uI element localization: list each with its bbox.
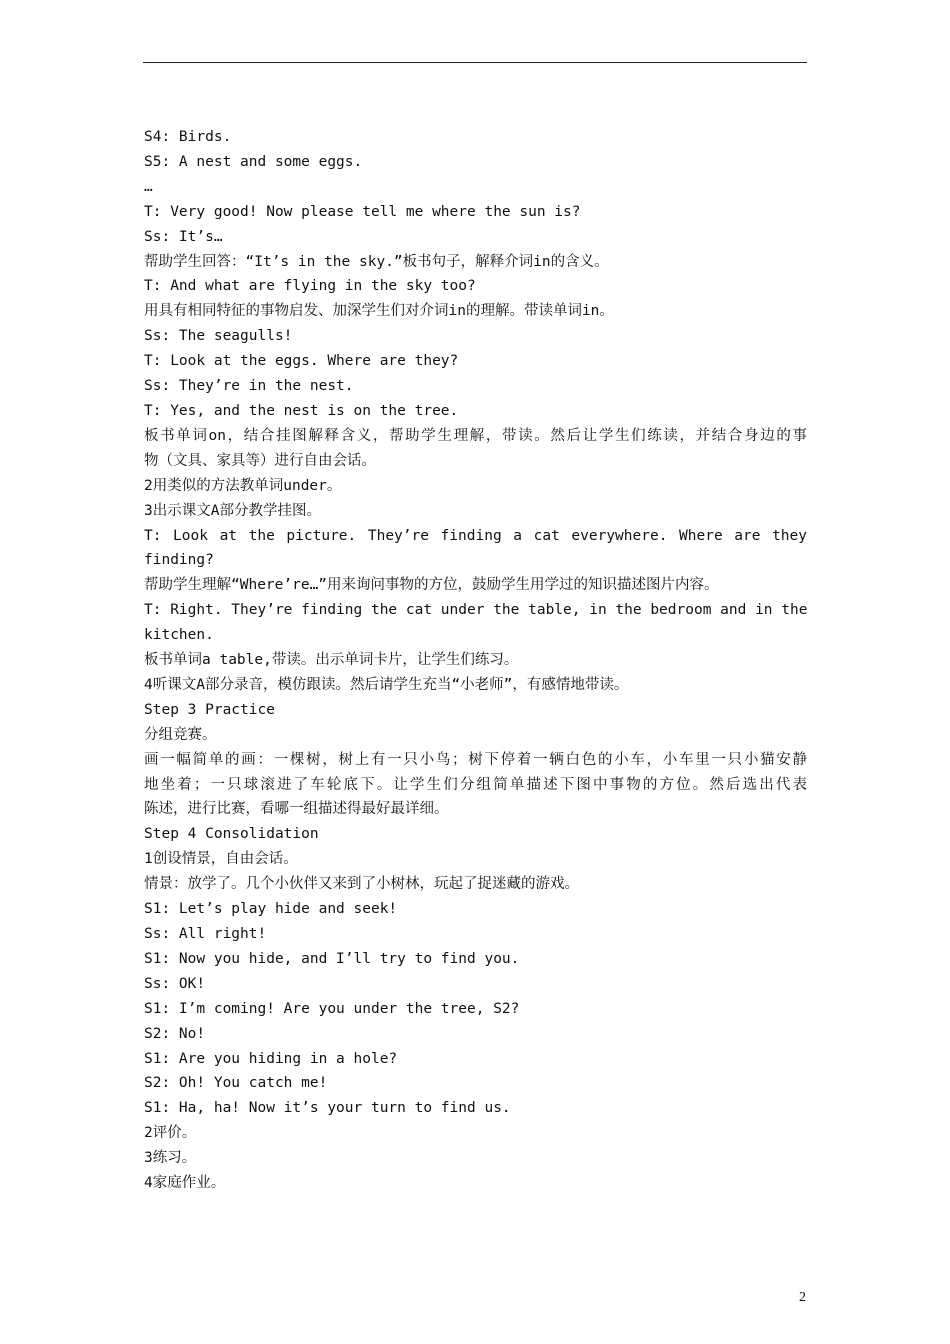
section-heading: Step 4 Consolidation	[144, 826, 319, 843]
text-line: T: Yes, and the nest is on the tree.	[144, 402, 459, 419]
text-line: S4: Birds.	[144, 129, 232, 145]
document-body	[144, 125, 807, 1196]
text-line: S1: I’m coming! Are you under the tree, S2?	[144, 1000, 520, 1017]
text-line: 帮助学生理解“Where’re…”用来询问事物的方位，鼓励学生用学过的知识描述图片内容。	[144, 577, 719, 594]
text-line: S1: Now you hide, and I’ll try to find you.	[144, 950, 520, 967]
text-line: Ss: The seagulls!	[144, 328, 293, 345]
text-line: 4家庭作业。	[144, 1175, 226, 1192]
text-line: 2用类似的方法教单词under。	[144, 477, 342, 494]
text-line: 分组竞赛。	[144, 726, 217, 743]
header-rule	[143, 62, 807, 63]
text-line: Ss: They’re in the nest.	[144, 378, 354, 395]
text-line: 地坐着；一只球滚进了车轮底下。让学生们分组简单描述下图中事物的方位。然后选出代表	[144, 776, 807, 793]
text-line: 板书单词on，结合挂图解释含义，帮助学生理解，带读。然后让学生们练读，并结合身边的事	[144, 427, 807, 444]
text-line: …	[144, 178, 153, 195]
text-line: 情景：放学了。几个小伙伴又来到了小树林，玩起了捉迷藏的游戏。	[144, 876, 579, 893]
page-number: 2	[799, 1290, 806, 1305]
text-line: kitchen.	[144, 627, 214, 644]
text-line: S2: Oh! You catch me!	[144, 1075, 328, 1092]
text-line: Ss: It’s…	[144, 228, 223, 245]
text-line: T: Right. They’re finding the cat under the table, in the bedroom and in the	[144, 602, 808, 619]
section-heading: Step 3 Practice	[144, 701, 275, 718]
text-line: 1创设情景，自由会话。	[144, 851, 298, 868]
text-line: S1: Ha, ha! Now it’s your turn to find us.	[144, 1100, 511, 1117]
text-line: 物（文具、家具等）进行自由会话。	[144, 452, 376, 469]
text-line: T: Very good! Now please tell me where the sun is?	[144, 203, 581, 220]
text-line: Ss: OK!	[144, 975, 206, 992]
text-line: 帮助学生回答：“It’s in the sky.”板书句子，解释介词in的含义。	[144, 253, 609, 270]
text-line: T: Look at the picture. They’re finding a cat everywhere. Where are they	[144, 527, 807, 544]
text-line: Ss: All right!	[144, 926, 267, 942]
text-line: S2: No!	[144, 1025, 206, 1042]
text-line: S5: A nest and some eggs.	[144, 153, 363, 170]
text-line: 3出示课文A部分教学挂图。	[144, 502, 321, 519]
text-line: T: Look at the eggs. Where are they?	[144, 353, 459, 370]
text-line: finding?	[144, 552, 214, 569]
text-line: 用具有相同特征的事物启发、加深学生们对介词in的理解。带读单词in。	[144, 303, 614, 320]
text-line: 板书单词a table,带读。出示单词卡片，让学生们练习。	[144, 652, 519, 669]
text-line: T: And what are flying in the sky too?	[144, 278, 476, 295]
text-line: S1: Let’s play hide and seek!	[144, 901, 398, 918]
text-line: 3练习。	[144, 1150, 197, 1167]
text-line: 2评价。	[144, 1125, 197, 1142]
text-line: S1: Are you hiding in a hole?	[144, 1050, 398, 1067]
text-line: 陈述，进行比赛，看哪一组描述得最好最详细。	[144, 801, 449, 818]
text-line: 画一幅简单的画：一棵树，树上有一只小鸟；树下停着一辆白色的小车，小车里一只小猫安静	[144, 751, 807, 768]
text-line: 4听课文A部分录音，模仿跟读。然后请学生充当“小老师”，有感情地带读。	[144, 676, 629, 693]
